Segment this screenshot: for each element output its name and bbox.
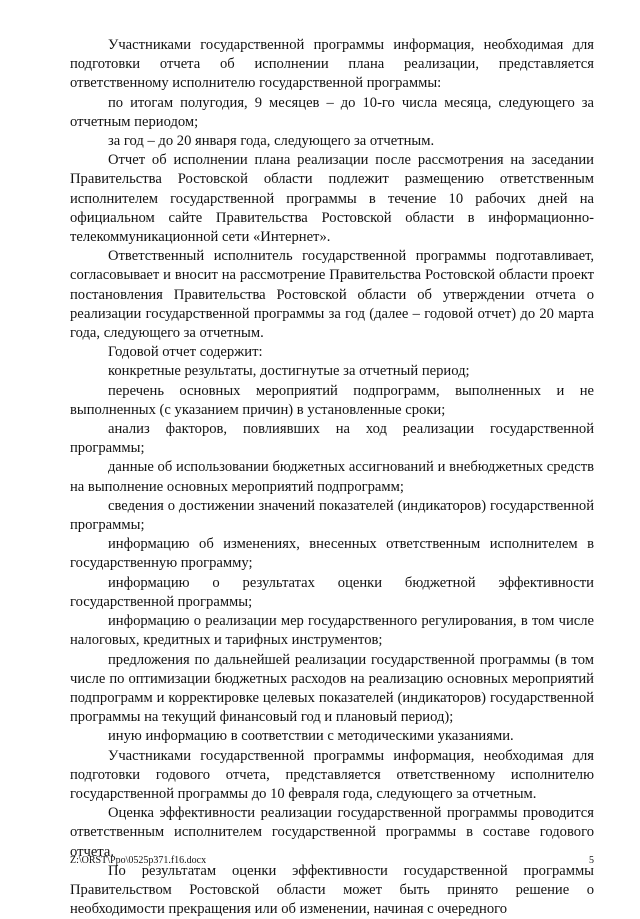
paragraph: информацию об изменениях, внесенных ответственным исполнителем в государственную программу; xyxy=(70,536,594,572)
document-page xyxy=(70,36,594,919)
paragraph: перечень основных мероприятий подпрограмм, выполненных и не выполненных (с указанием причин) в установленные сроки; xyxy=(70,382,594,418)
paragraph: предложения по дальнейшей реализации государственной программы (в том числе по оптимизации бюджетных расходов на реализацию основных мероприятий подпрограмм и корректировке целевых показателей (индикаторов) государственной программы на текущий финансовый год и плановый период); xyxy=(70,651,594,726)
file-path: Z:\ORST\Ppo\0525p371.f16.docx xyxy=(70,855,207,866)
paragraph: Ответственный исполнитель государственной программы подготавливает, согласовывает и вносит на рассмотрение Правительства Ростовской области проект постановления Правительства Ростовской области об утверждении отчета о реализации государственной программы за год (далее – годовой отчет) до 20 марта года, следующего за отчетным. xyxy=(70,248,594,342)
paragraph: Оценка эффективности реализации государственной программы проводится ответственным исполнителем государственной программы в составе годового отчета. xyxy=(70,805,594,860)
paragraph: Годовой отчет содержит: xyxy=(108,344,263,361)
paragraph: конкретные результаты, достигнутые за отчетный период; xyxy=(108,363,470,380)
paragraph: информацию о результатах оценки бюджетной эффективности государственной программы; xyxy=(70,574,594,610)
paragraph: Участниками государственной программы информация, необходимая для подготовки годового отчета, представляется ответственному исполнителю государственной программы до 10 февраля года, следующего за отчетным. xyxy=(70,747,594,802)
paragraph: сведения о достижении значений показателей (индикаторов) государственной программы; xyxy=(70,497,594,534)
paragraph: По результатам оценки эффективности государственной программы Правительством Ростовской области может быть принято решение о необходимости прекращения или об изменении, начиная с очередного xyxy=(70,862,594,918)
paragraph: анализ факторов, повлиявших на ход реализации государственной программы; xyxy=(70,421,594,457)
paragraph: по итогам полугодия, 9 месяцев – до 10-го числа месяца, следующего за отчетным периодом; xyxy=(70,94,594,130)
paragraph: информацию о реализации мер государственного регулирования, в том числе налоговых, кредитных и тарифных инструментов; xyxy=(70,613,594,649)
paragraph: за год – до 20 января года, следующего за отчетным. xyxy=(108,133,435,150)
paragraph: иную информацию в соответствии с методическими указаниями. xyxy=(108,728,514,745)
paragraph: Участниками государственной программы информация, необходимая для подготовки отчета об исполнении плана реализации, представляется ответственному исполнителю государственной программы: xyxy=(70,37,594,92)
paragraph: данные об использовании бюджетных ассигнований и внебюджетных средств на выполнение основных мероприятий подпрограмм; xyxy=(70,459,594,495)
paragraph: Отчет об исполнении плана реализации после рассмотрения на заседании Правительства Ростовской области подлежит размещению ответственным исполнителем государственной программы в течение 10 рабочих дней на официальном сайте Правительства Ростовской области в информационно-телекоммуникационной сети «Интернет». xyxy=(70,152,594,246)
page-number: 5 xyxy=(589,855,594,866)
